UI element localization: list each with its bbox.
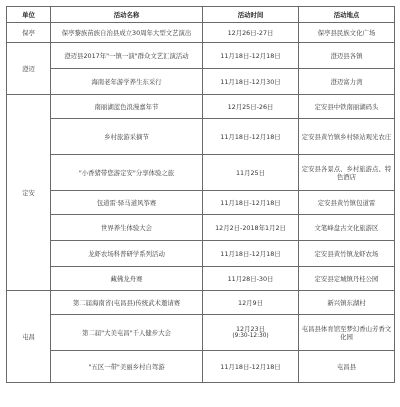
table-row [7, 215, 395, 241]
activity-place: 定安县黄竹镇乡村驿站观光农庄 [299, 119, 395, 155]
activity-place: 屯昌县体育馆至梦幻香山芳香文化园 [299, 315, 395, 351]
activity-time: 11月18日-12月18日 [203, 43, 299, 69]
unit-cell-baoting: 保亭 [7, 23, 51, 43]
activity-time: 11月18日-12月18日 [203, 351, 299, 383]
activity-place: 澄迈县各镇 [299, 43, 395, 69]
unit-cell-chengmai: 澄迈 [7, 43, 51, 95]
activity-place: 定安县定城镇丹桂公园 [299, 267, 395, 291]
activity-date: 12月23日 [235, 325, 266, 333]
activity-time: 11月18日-12月18日 [203, 191, 299, 215]
activity-name: 包道雷·驿马道风筝赛 [51, 191, 203, 215]
activity-time: 12月25日-26日 [203, 95, 299, 119]
activity-name: 海南老年游学养生东采行 [51, 69, 203, 95]
header-activity-place: 活动地点 [299, 7, 395, 23]
activity-hours: (9:30-12:30) [232, 333, 269, 339]
activity-name: 藏佛龙舟赛 [51, 267, 203, 291]
table-row [7, 315, 395, 351]
activity-name: 乡村旅游采摘节 [51, 119, 203, 155]
activity-place: 屯昌县 [299, 351, 395, 383]
activity-name: 保亭黎族苗族自治县成立30周年大型文艺演出 [51, 23, 203, 43]
table-row [7, 119, 395, 155]
activity-place: 文笔峰盘古文化旅游区 [299, 215, 395, 241]
header-activity-time: 活动时间 [203, 7, 299, 23]
activity-time: 11月18日-12月18日 [203, 241, 299, 267]
activity-time: 11月28日-30日 [203, 267, 299, 291]
activity-name: 第二届海南省(屯昌县)传统武术邀请赛 [51, 291, 203, 315]
activity-place: 定安县黄竹镇包道雷 [299, 191, 395, 215]
activity-name: 澄迈县2017年"一镇一演"群众文艺汇演活动 [51, 43, 203, 69]
activity-place: 定安县黄竹镇龙虾农场 [299, 241, 395, 267]
activity-time: 12月2日-2018年1月2日 [203, 215, 299, 241]
activity-place: 定安县各景点、乡村旅游点、特色酒店 [299, 155, 395, 191]
table-row [7, 191, 395, 215]
activity-time: 12月9日 [203, 291, 299, 315]
activity-place: 定安县中铁南丽湖码头 [299, 95, 395, 119]
table-row [7, 95, 395, 119]
activity-name: 龙虾农场科普研学系列活动 [51, 241, 203, 267]
activity-name: 世界养生体验大会 [51, 215, 203, 241]
table-header-row [7, 7, 395, 23]
table-row [7, 267, 395, 291]
activity-name: "小香猪带您游定安"分享体验之旅 [51, 155, 203, 191]
table-row [7, 155, 395, 191]
activity-time: 11月18日-12月18日 [203, 119, 299, 155]
activity-place: 澄迈富力湾 [299, 69, 395, 95]
activity-place: 新兴镇东湖村 [299, 291, 395, 315]
activity-time: 12月26日-27日 [203, 23, 299, 43]
activity-name: 第二届"大美屯昌"千人健步大会 [51, 315, 203, 351]
activity-time: 11月18日-12月30日 [203, 69, 299, 95]
unit-cell-ding-an: 定安 [7, 95, 51, 291]
activity-name: 南丽湖蓝色浪漫嘉年节 [51, 95, 203, 119]
activity-table [6, 6, 395, 383]
header-unit: 单位 [7, 7, 51, 23]
activity-time: 11月25日 [203, 155, 299, 191]
table-row [7, 351, 395, 383]
table-row [7, 241, 395, 267]
header-activity-name: 活动名称 [51, 7, 203, 23]
activity-place: 保亭县民族文化广场 [299, 23, 395, 43]
table-row [7, 43, 395, 69]
activity-time-cell [203, 315, 299, 351]
table-row [7, 291, 395, 315]
activity-table-container [6, 6, 394, 401]
activity-name: "五区一带"美丽乡村自驾游 [51, 351, 203, 383]
table-row [7, 69, 395, 95]
unit-cell-tunchang: 屯昌 [7, 291, 51, 383]
table-row [7, 23, 395, 43]
